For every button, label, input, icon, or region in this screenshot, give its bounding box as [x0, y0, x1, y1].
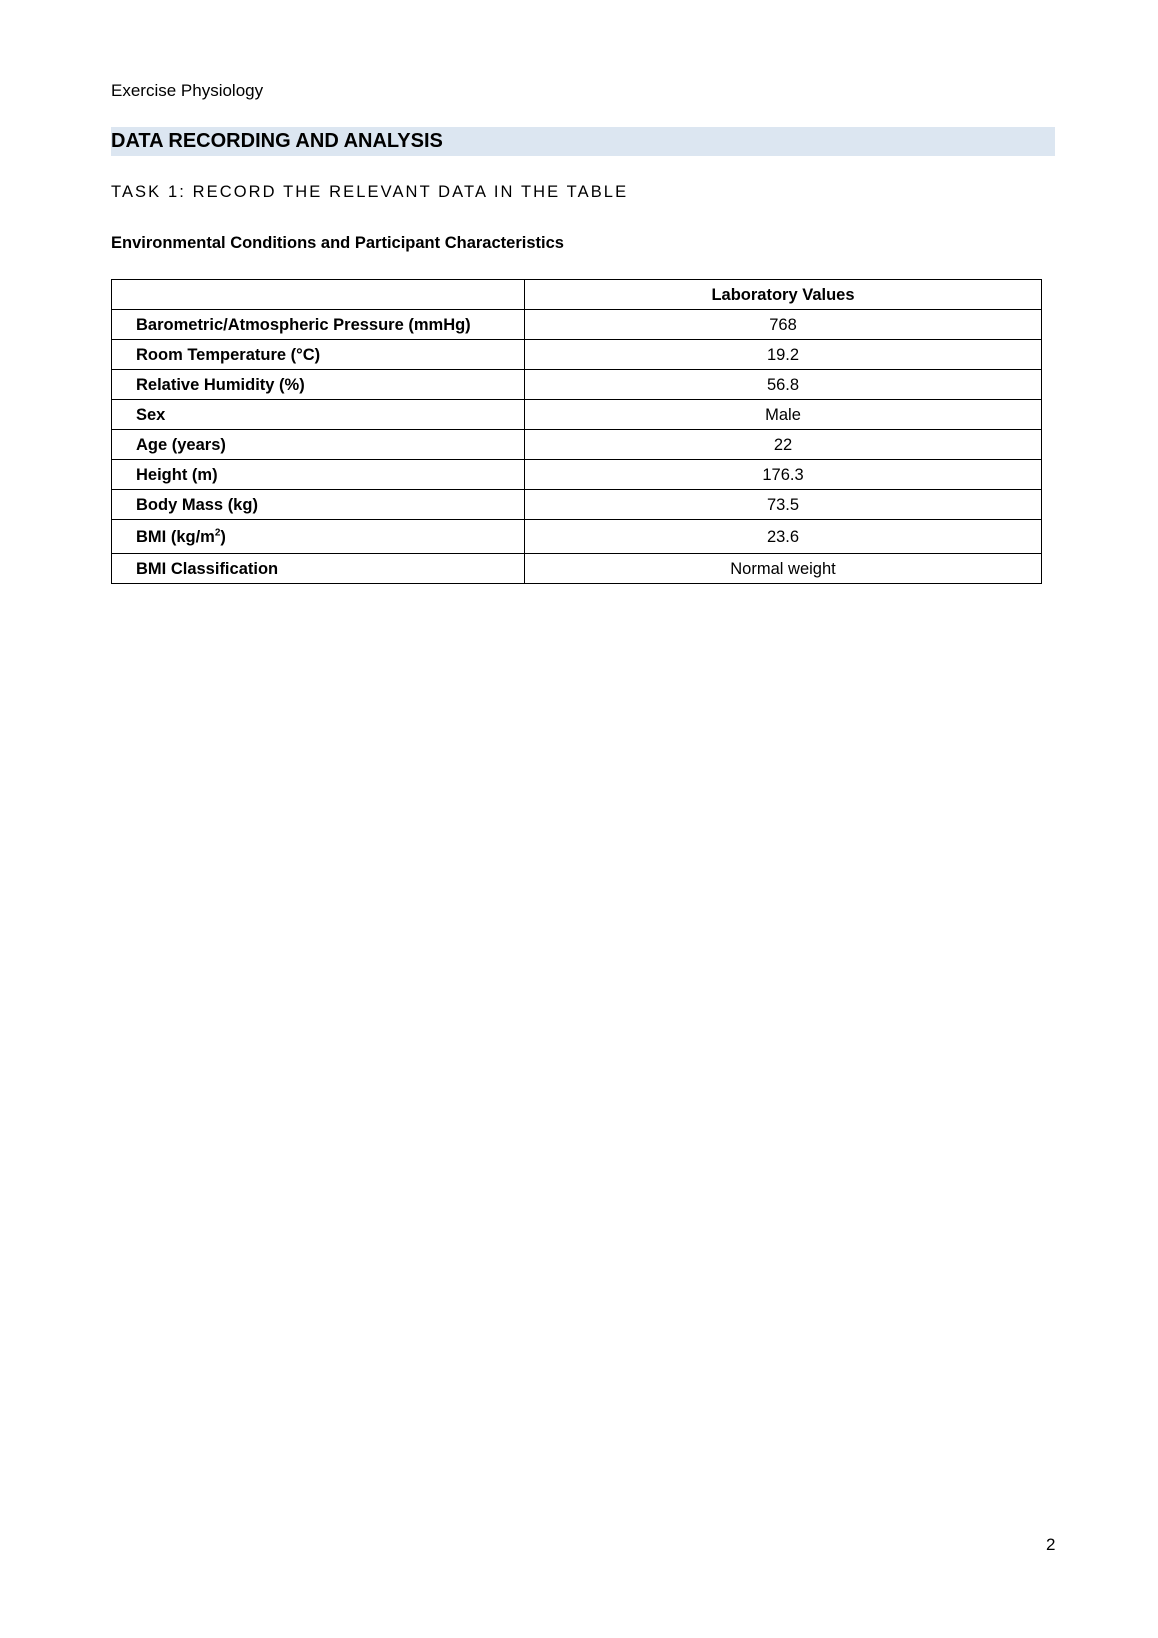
task-heading: TASK 1: RECORD THE RELEVANT DATA IN THE TABLE [111, 183, 629, 201]
row-label: Body Mass (kg) [112, 490, 525, 520]
table-row [112, 340, 1042, 370]
table-row [112, 460, 1042, 490]
table-caption: Environmental Conditions and Participant Characteristics [111, 234, 564, 252]
table-row [112, 520, 1042, 554]
row-label: Relative Humidity (%) [112, 370, 525, 400]
page-number: 2 [1046, 1535, 1056, 1554]
bmi-label-suffix: ) [220, 527, 226, 546]
bmi-label-text: BMI (kg/m [136, 527, 215, 546]
table-row [112, 370, 1042, 400]
row-value: 23.6 [525, 520, 1042, 554]
column-header-empty [112, 280, 525, 310]
row-label: Age (years) [112, 430, 525, 460]
table-row [112, 430, 1042, 460]
row-value: 56.8 [525, 370, 1042, 400]
table-row [112, 400, 1042, 430]
row-label: Sex [112, 400, 525, 430]
row-value: 19.2 [525, 340, 1042, 370]
row-label: Room Temperature (°C) [112, 340, 525, 370]
table-row [112, 310, 1042, 340]
row-value: 768 [525, 310, 1042, 340]
row-value: 176.3 [525, 460, 1042, 490]
table-row [112, 554, 1042, 584]
row-value: Normal weight [525, 554, 1042, 584]
row-value: 73.5 [525, 490, 1042, 520]
row-value: Male [525, 400, 1042, 430]
section-heading: DATA RECORDING AND ANALYSIS [111, 127, 1055, 156]
row-value: 22 [525, 430, 1042, 460]
table-header-row [112, 280, 1042, 310]
bmi-label-superscript: 2 [214, 527, 221, 538]
table-row [112, 490, 1042, 520]
row-label-bmi [112, 520, 525, 554]
row-label: Barometric/Atmospheric Pressure (mmHg) [112, 310, 525, 340]
running-header: Exercise Physiology [111, 81, 264, 100]
column-header-laboratory-values: Laboratory Values [525, 280, 1042, 310]
row-label: Height (m) [112, 460, 525, 490]
row-label: BMI Classification [112, 554, 525, 584]
participant-data-table [111, 279, 1042, 584]
